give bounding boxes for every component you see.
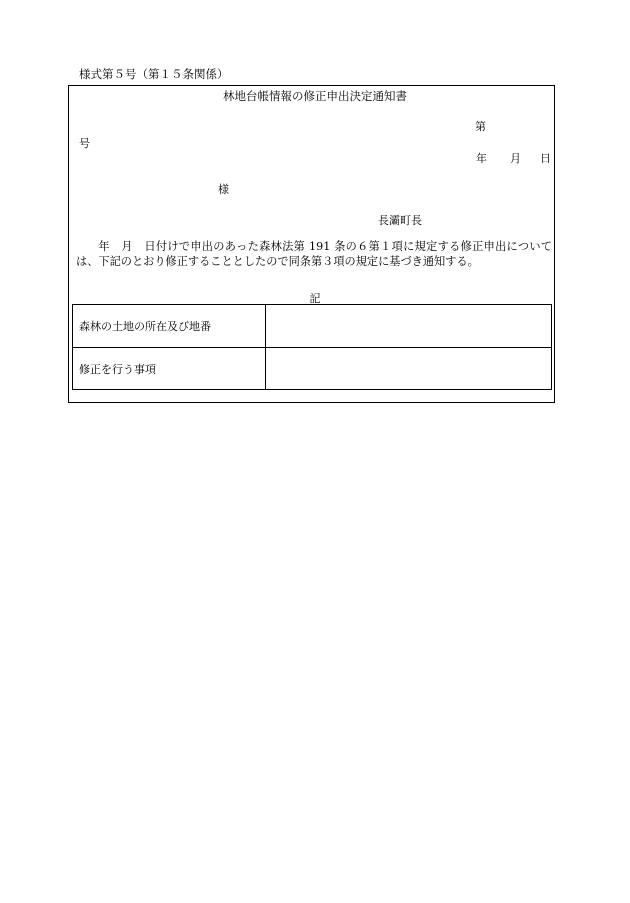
recipient-honorific: 様 xyxy=(218,183,229,196)
items-table xyxy=(72,304,552,390)
notice-body-text: 年 月 日付けで申出のあった森林法第 191 条の６第１項に規定する修正申出については、下記のとおり修正することとしたので同条第３項の規定に基づき通知する。 xyxy=(76,240,552,268)
document-number-prefix: 第 xyxy=(475,120,486,133)
form-number-label: 様式第５号（第１５条関係） xyxy=(79,67,229,81)
item-label-location: 森林の土地の所在及び地番 xyxy=(73,305,266,348)
item-value-correction xyxy=(266,348,552,390)
table-row xyxy=(73,348,552,390)
date-year: 年 xyxy=(476,152,487,165)
date-month: 月 xyxy=(510,152,521,165)
table-row xyxy=(73,305,552,348)
item-value-location xyxy=(266,305,552,348)
issuer-name: 長灞町長 xyxy=(378,214,422,227)
ki-heading: 記 xyxy=(309,292,321,305)
item-label-correction: 修正を行う事項 xyxy=(73,348,266,390)
date-day: 日 xyxy=(540,152,551,165)
document-number-suffix: 号 xyxy=(79,137,90,150)
document-title: 林地台帳情報の修正申出決定通知書 xyxy=(223,89,407,103)
